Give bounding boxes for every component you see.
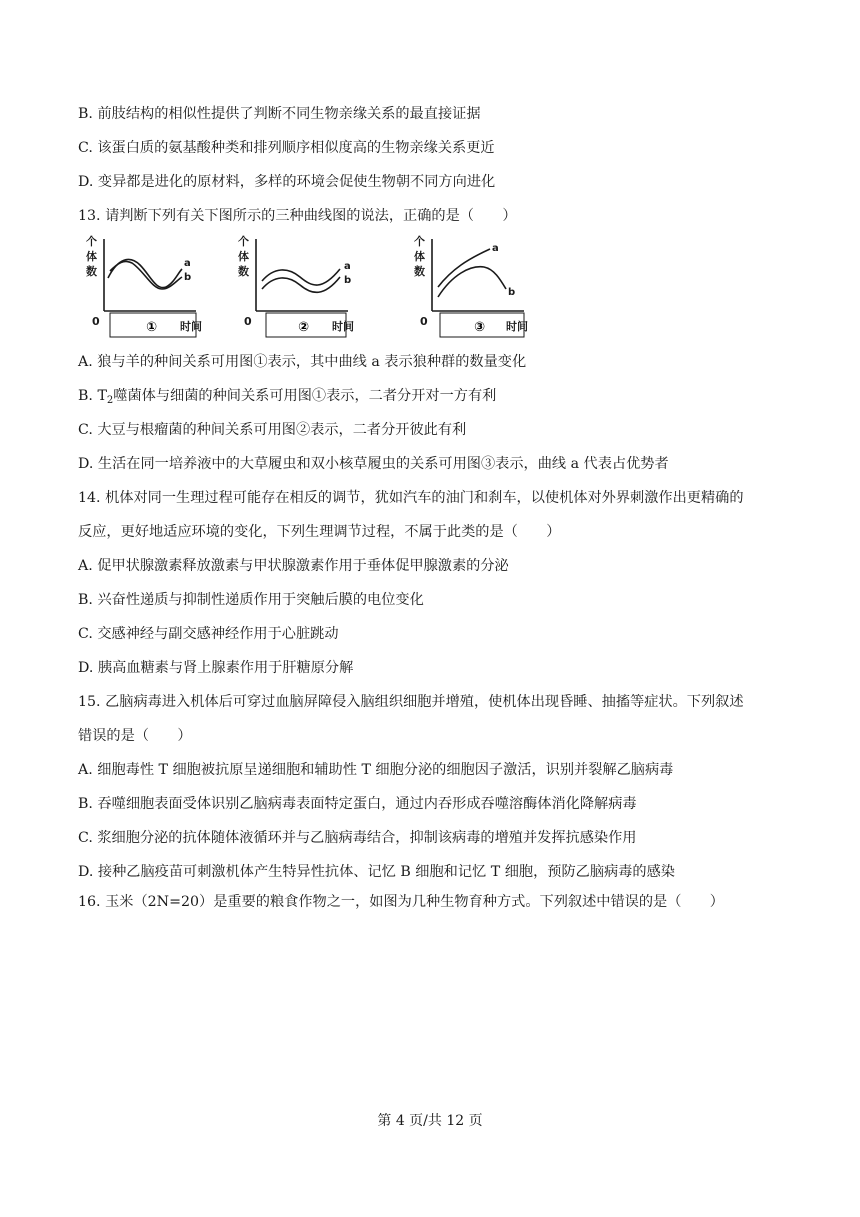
- option-15-c: C. 浆细胞分泌的抗体随体液循环并与乙脑病毒结合，抑制该病毒的增殖并发挥抗感染作用: [78, 830, 637, 846]
- graph-3-ylabel: 个: [414, 235, 425, 248]
- graph-3-xlabel: 时间: [506, 320, 528, 333]
- graph-3-curve-b: [438, 267, 506, 297]
- graph-2-index: ②: [298, 320, 310, 335]
- svg-text:数: 数: [86, 265, 97, 278]
- svg-text:体: 体: [238, 250, 249, 263]
- graph-1-curve-b-label: b: [184, 272, 192, 283]
- question-14-stem-line1: 14. 机体对同一生理过程可能存在相反的调节，犹如汽车的油门和刹车，以使机体对外界刺激作出更精确的: [78, 490, 744, 506]
- option-14-b: B. 兴奋性递质与抑制性递质作用于突触后膜的电位变化: [78, 592, 424, 608]
- option-12-b: B. 前肢结构的相似性提供了判断不同生物亲缘关系的最直接证据: [78, 106, 481, 122]
- graph-3-curve-a-label: a: [492, 243, 499, 254]
- graph-1: [84, 233, 214, 337]
- graph-2-ylabel: 个: [238, 235, 249, 248]
- svg-text:体: 体: [414, 250, 425, 263]
- graph-2: [236, 233, 366, 337]
- question-16-stem: 16. 玉米（2N=20）是重要的粮食作物之一，如图为几种生物育种方式。下列叙述中错误的是（ ）: [78, 894, 724, 910]
- graph-2-origin: 0: [244, 315, 252, 328]
- graph-3: [412, 233, 542, 337]
- graph-1-curve-b: [110, 261, 182, 289]
- graph-1-origin: 0: [92, 315, 100, 328]
- graph-3-origin: 0: [420, 315, 428, 328]
- graph-2-curve-b-label: b: [344, 275, 352, 286]
- graph-3-index: ③: [474, 320, 486, 335]
- graph-1-xlabel: 时间: [180, 320, 202, 333]
- option-13-a: A. 狼与羊的种间关系可用图①表示，其中曲线 a 表示狼种群的数量变化: [78, 354, 527, 370]
- option-12-c: C. 该蛋白质的氨基酸种类和排列顺序相似度高的生物亲缘关系更近: [78, 140, 495, 156]
- graph-2-xlabel: 时间: [332, 320, 354, 333]
- option-12-d: D. 变异都是进化的原材料，多样的环境会促使生物朝不同方向进化: [78, 174, 496, 190]
- graph-3-curve-b-label: b: [508, 287, 516, 298]
- question-15-stem-line2: 错误的是（ ）: [78, 728, 192, 744]
- graph-2-curve-a: [262, 269, 340, 285]
- page-footer: 第 4 页/共 12 页: [377, 1113, 483, 1129]
- option-15-d: D. 接种乙脑疫苗可刺激机体产生特异性抗体、记忆 B 细胞和记忆 T 细胞，预防乙脑病毒的感染: [78, 864, 675, 880]
- graph-3-curve-a: [438, 249, 490, 287]
- graph-1-ylabel: 个: [86, 235, 97, 248]
- option-15-a: A. 细胞毒性 T 细胞被抗原呈递细胞和辅助性 T 细胞分泌的细胞因子激活，识别并裂解乙脑病毒: [78, 762, 674, 778]
- option-15-b: B. 吞噬细胞表面受体识别乙脑病毒表面特定蛋白，通过内吞形成吞噬溶酶体消化降解病毒: [78, 796, 637, 812]
- graph-2-curve-b: [262, 277, 340, 292]
- option-13-b: B. $T_2$噬菌体与细菌的种间关系可用图①表示，二者分开对一方有利: [78, 388, 497, 406]
- option-14-c: C. 交感神经与副交感神经作用于心脏跳动: [78, 626, 339, 642]
- svg-text:体: 体: [86, 250, 97, 263]
- svg-text:数: 数: [414, 265, 425, 278]
- question-14-stem-line2: 反应，更好地适应环境的变化，下列生理调节过程，不属于此类的是（ ）: [78, 524, 561, 540]
- question-13-stem: 13. 请判断下列有关下图所示的三种曲线图的说法，正确的是（ ）: [78, 208, 517, 224]
- option-14-d: D. 胰高血糖素与肾上腺素作用于肝糖原分解: [78, 660, 354, 676]
- svg-text:数: 数: [238, 265, 249, 278]
- option-13-d: D. 生活在同一培养液中的大草履虫和双小核草履虫的关系可用图③表示，曲线 a 代表占优势者: [78, 456, 669, 472]
- graph-1-index: ①: [146, 320, 158, 335]
- graph-1-curve-a-label: a: [184, 258, 191, 269]
- option-14-a: A. 促甲状腺激素释放激素与甲状腺激素作用于垂体促甲腺激素的分泌: [78, 558, 509, 574]
- graph-2-curve-a-label: a: [344, 261, 351, 272]
- option-13-c: C. 大豆与根瘤菌的种间关系可用图②表示，二者分开彼此有利: [78, 422, 467, 438]
- question-15-stem-line1: 15. 乙脑病毒进入机体后可穿过血脑屏障侵入脑组织细胞并增殖，使机体出现昏睡、抽搐等症状。下列叙述: [78, 694, 744, 710]
